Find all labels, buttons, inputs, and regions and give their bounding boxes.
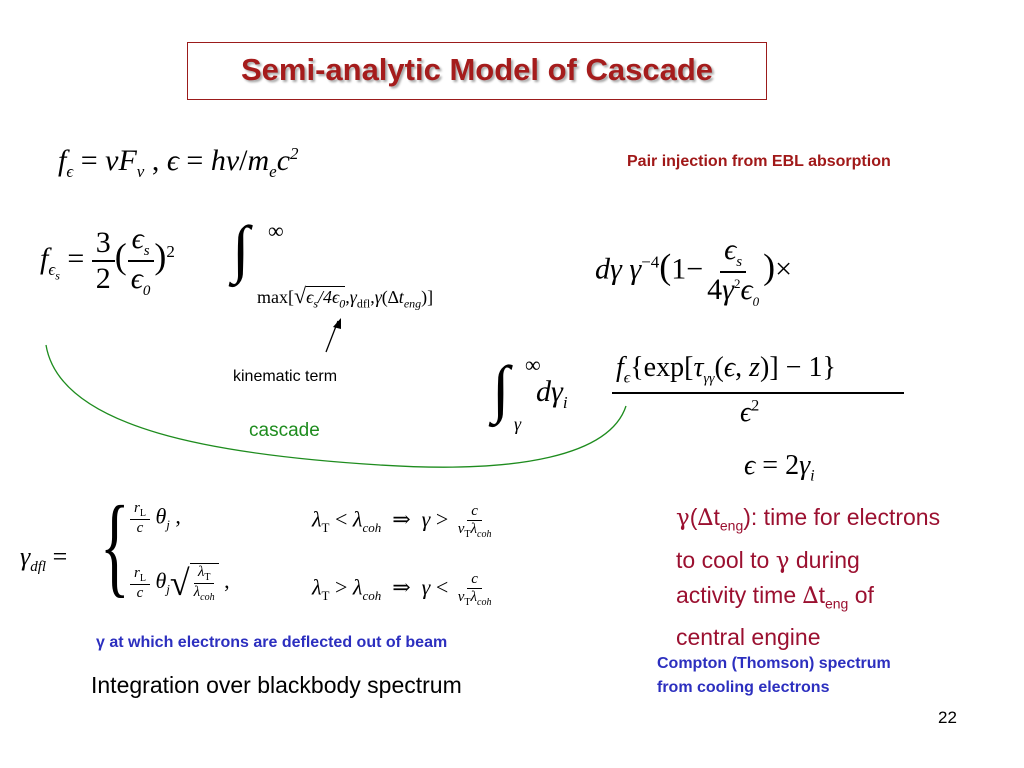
compton-label-line-2: from cooling electrons (657, 679, 830, 696)
cascade-label: cascade (249, 420, 320, 441)
secondary-denominator: $\epsilon^2$ (740, 397, 760, 428)
integral-upper-limit-main: ∞ (268, 218, 284, 243)
integral-sign-secondary: ∫ (492, 353, 510, 424)
line3-head: activity time (676, 581, 803, 608)
compton-spectrum-label (657, 652, 891, 700)
line2-tail: during (789, 546, 860, 573)
equation-integrand: dγ $\gamma^{-4}(1-$ $\frac{\epsilon_s}{4\gamma^2\epsilon_0}$ )× (595, 233, 793, 309)
open-paren: ( (689, 504, 698, 530)
equation-cascade-spectrum: $f_{\epsilon_s}$ = $\frac{3}{2}$ ( $\frac{\epsilon_s}{\epsilon_0}$ )$^2$ (40, 222, 175, 299)
secondary-numerator: $f_\epsilon\{\exp[\tau_{\gamma\gamma}(\epsilon$, z)] − 1} (616, 352, 836, 387)
integral-lower-limit-secondary: γ (514, 414, 522, 434)
page-number: 22 (938, 708, 957, 727)
differential-gamma-i: $d\gamma_i$ (536, 375, 568, 412)
line2-head: to cool to (676, 546, 776, 573)
delta-symbol: ∆ (697, 505, 714, 531)
blackbody-label: Integration over blackbody spectrum (91, 672, 462, 698)
eng-subscript: eng (719, 517, 744, 534)
equation-epsilon-relation: $\epsilon = 2\gamma_i$ (744, 450, 815, 485)
integral-upper-limit-secondary: ∞ (525, 352, 541, 377)
cascade-curve (46, 345, 626, 467)
case2-lhs: $\frac{r_L}{c}$ $\theta_j√$ $\frac{\lambda_T}{\lambda_{coh}}$ , (130, 562, 230, 604)
line1-tail: ): time for electrons (743, 504, 941, 530)
case2-condition: $\lambda_T > \lambda_{coh}$ ⇒ γ < $\frac{c}{\nu_T\lambda_{coh}}$ (312, 571, 492, 608)
slide-title: Semi-analytic Model of Cascade (240, 52, 714, 87)
cooling-note-line-3 (676, 578, 1016, 621)
t-symbol: t (713, 504, 720, 530)
integral-sign-main: ∫ (232, 213, 250, 284)
case1-condition: $\lambda_T < \lambda_{coh}$ ⇒ γ > $\frac{c}{\nu_T\lambda_{coh}}$ (312, 503, 492, 540)
gamma-deflected-label: γ at which electrons are deflected out of beam (96, 634, 448, 651)
case1-lhs: $\frac{r_L}{c}$ $\theta_j$ , (130, 500, 181, 537)
kinematic-term-label: kinematic term (233, 368, 338, 385)
line2-gamma: γ (775, 547, 790, 574)
line3-delta: ∆ (802, 582, 819, 609)
integral-lower-limit-main: $\max[√\epsilon_s/4\epsilon_0,\gamma_{dfl},\gamma(\Delta t_{eng})]$ (257, 283, 434, 311)
cooling-time-note (676, 500, 1016, 654)
line3-eng-subscript: eng (824, 595, 849, 612)
cooling-note-line-1 (676, 500, 1016, 543)
compton-label-line-1: Compton (Thomson) spectrum (657, 655, 891, 672)
cooling-note-line-4: central engine (676, 624, 821, 651)
piecewise-brace: { (100, 484, 130, 608)
pair-injection-label: Pair injection from EBL absorption (627, 153, 891, 170)
cooling-note-line-2 (676, 543, 1016, 578)
line3-tail: of (848, 581, 874, 608)
line3-t: t (818, 581, 825, 608)
gamma-symbol: γ (676, 505, 690, 531)
gamma-dfl-symbol: $\gamma_{dfl}$ = (20, 542, 68, 576)
equation-flux-definition: $f_\epsilon = \nu F_\nu$ , $\epsilon = h\nu/m_ec^2$ (58, 144, 299, 181)
kinematic-arrow-head (333, 318, 341, 329)
